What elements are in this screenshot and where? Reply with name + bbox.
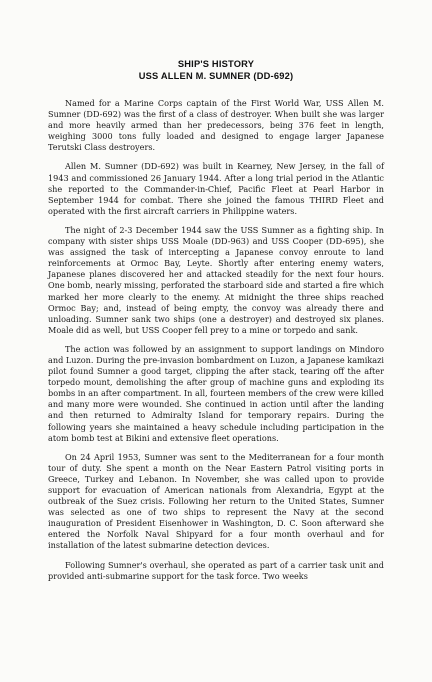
paragraph-construction: Allen M. Sumner (DD-692) was built in Kearney, New Jersey, in the fall of 1943 and commissioned 26 January 1944. After a long trial period in the Atlantic she reported to the Commander-in-Chief, Pacific Fleet at Pearl Harbor in September 1944 for combat. There she joined the famous THIRD Fleet and operated with the first aircraft carriers in Philippine waters.: [48, 161, 384, 216]
paragraph-namesake: Named for a Marine Corps captain of the First World War, USS Allen M. Sumner (DD-692) was the first of a class of destroyer. When built she was larger and more heavily armed than her predecessors, being 376 feet in length, weighing 3000 tons fully loaded and designed to engage larger Japanese Terutski Class destroyers.: [48, 98, 384, 153]
document-title: SHIP'S HISTORY: [177, 59, 255, 69]
document-header: [0, 58, 432, 82]
paragraph-overhaul: Following Sumner's overhaul, she operated as part of a carrier task unit and provided anti-submarine support for the task force. Two weeks: [48, 559, 384, 581]
paragraph-mediterranean: On 24 April 1953, Sumner was sent to the Mediterranean for a four month tour of duty. She spent a month on the Near Eastern Patrol visiting ports in Greece, Turkey and Lebanon. In November, she was called upon to provide support for evacuation of American nationals from Alexandria, Egypt at the outbreak of the Suez crisis. Following her return to the United States, Sumner was selected as one of two ships to represent the Navy at the second inauguration of President Eisenhower in Washington, D. C. Soon afterward she entered the Norfolk Naval Shipyard for a four month overhaul and for installation of the latest submarine detection devices.: [48, 451, 384, 551]
paragraph-ormoc-bay: The night of 2-3 December 1944 saw the USS Sumner as a fighting ship. In company with sister ships USS Moale (DD-963) and USS Cooper (DD-695), she was assigned the task of intercepting a Japanese convoy enroute to land reinforcements at Ormoc Bay, Leyte. Shortly after entering enemy waters, Japanese planes discovered her and attacked steadily for the next four hours. One bomb, nearly missing, perforated the starboard side and started a fire which marked her more clearly to the enemy. At midnight the three ships reached Ormoc Bay; and, instead of being empty, the convoy was already there and unloading. Sumner sank two ships (one a destroyer) and destroyed six planes. Moale did as well, but USS Cooper fell prey to a mine or torpedo and sank.: [48, 224, 384, 335]
document-subtitle: USS ALLEN M. SUMNER (DD-692): [138, 71, 294, 81]
paragraph-luzon: The action was followed by an assignment to support landings on Mindoro and Luzon. During the pre-invasion bombardment on Luzon, a Japanese kamikazi pilot found Sumner a good target, clipping the after stack, tearing off the after torpedo mount, demolishing the after group of machine guns and exploding its bombs in an after compartment. In all, fourteen members of the crew were killed and many more were wounded. She continued in action until after the landing and then returned to Admiralty Island for temporary repairs. During the following years she maintained a heavy schedule including participation in the atom bomb test at Bikini and extensive fleet operations.: [48, 343, 384, 443]
document-body: [48, 98, 384, 582]
